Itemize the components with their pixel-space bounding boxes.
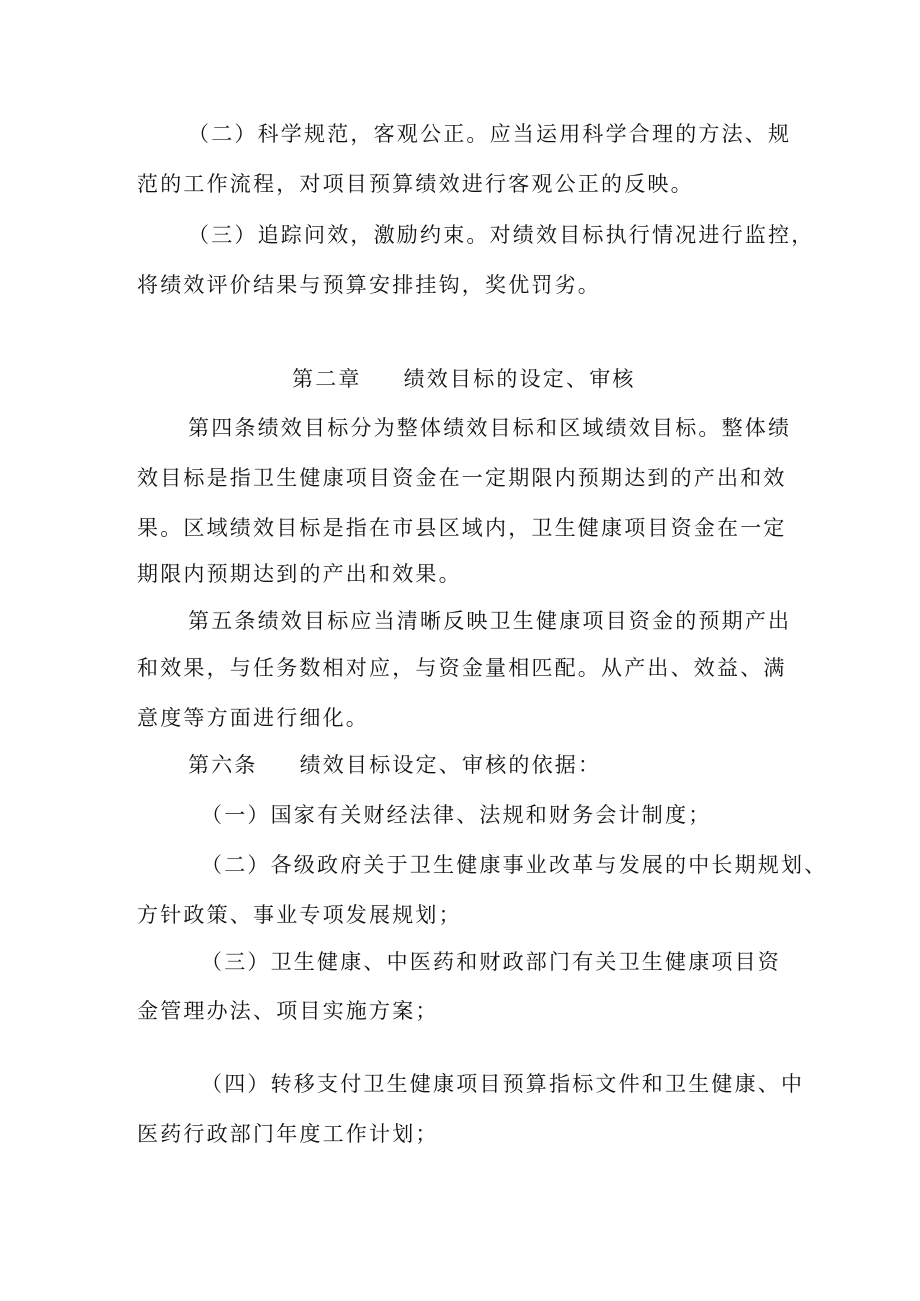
chapter-title: 绩效目标的设定、审核	[403, 367, 636, 391]
paragraph-line: 期限内预期达到的产出和效果。	[137, 562, 462, 586]
paragraph-line: 范的工作流程，对项目预算绩效进行客观公正的反映。	[137, 172, 694, 196]
paragraph-line: 将绩效评价结果与预算安排挂钩，奖优罚劣。	[137, 273, 601, 297]
paragraph-line: （四）转移支付卫生健康项目预算指标文件和卫生健康、中	[201, 1072, 805, 1096]
paragraph-line: （三）追踪问效，激励约束。对绩效目标执行情况进行监控，	[188, 223, 815, 247]
paragraph-line: 第五条绩效目标应当清晰反映卫生健康项目资金的预期产出	[188, 609, 792, 633]
paragraph-line: （二）科学规范，客观公正。应当运用科学合理的方法、规	[188, 122, 792, 146]
paragraph-line: 意度等方面进行细化。	[137, 706, 369, 730]
paragraph-line: （一）国家有关财经法律、法规和财务会计制度；	[201, 803, 712, 827]
paragraph-line: 和效果，与任务数相对应，与资金量相匹配。从产出、效益、满	[137, 656, 787, 680]
paragraph-line: 方针政策、事业专项发展规划；	[137, 903, 462, 927]
paragraph-line: 医药行政部门年度工作计划；	[137, 1122, 439, 1146]
chapter-number: 第二章	[292, 367, 362, 391]
paragraph-line: 第四条绩效目标分为整体绩效目标和区域绩效目标。整体绩	[188, 416, 792, 440]
paragraph-line: 金管理办法、项目实施方案；	[137, 999, 439, 1023]
article-title: 绩效目标设定、审核的依据：	[299, 753, 602, 777]
chapter-heading	[292, 366, 636, 392]
article-heading	[188, 752, 601, 778]
paragraph-line: （二）各级政府关于卫生健康事业改革与发展的中长期规划、	[201, 853, 828, 877]
paragraph-line: 果。区域绩效目标是指在市县区域内，卫生健康项目资金在一定	[137, 516, 787, 540]
article-number: 第六条	[188, 753, 258, 777]
paragraph-line: 效目标是指卫生健康项目资金在一定期限内预期达到的产出和效	[137, 466, 787, 490]
paragraph-line: （三）卫生健康、中医药和财政部门有关卫生健康项目资	[201, 950, 781, 974]
